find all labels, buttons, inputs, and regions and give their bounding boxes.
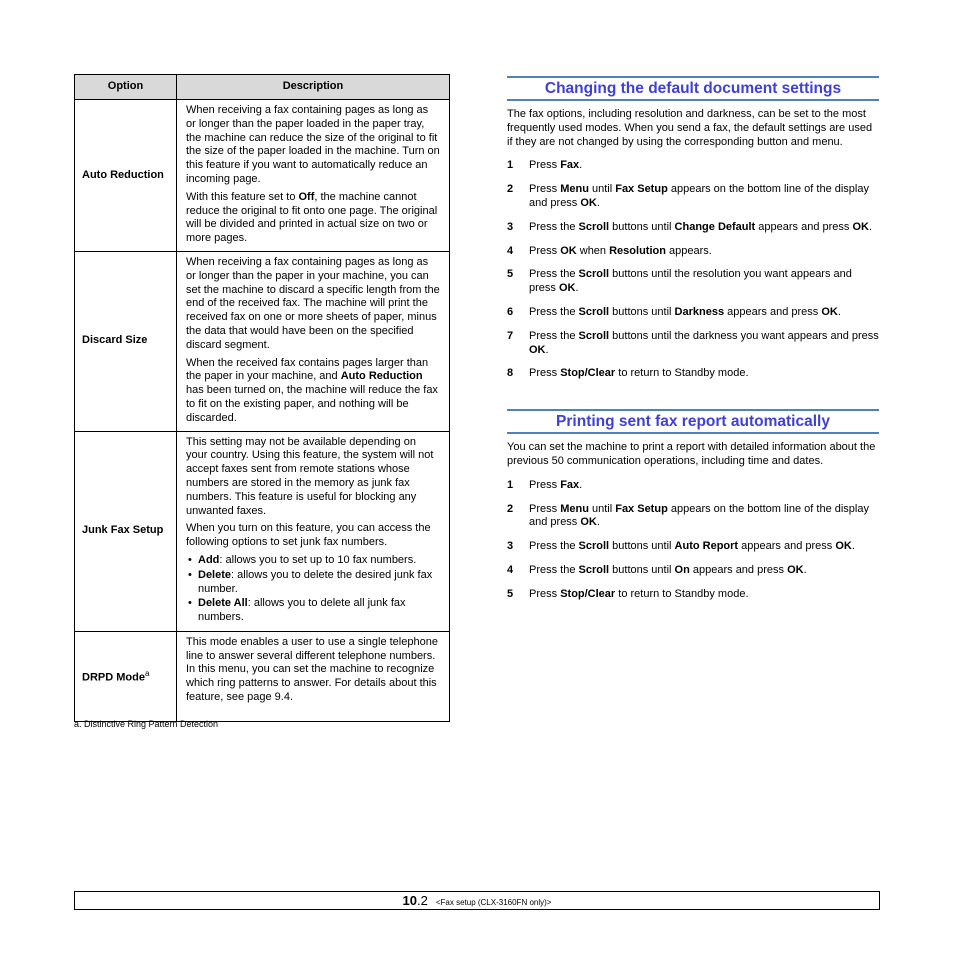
table-row-auto-reduction bbox=[75, 100, 450, 252]
option-name: Discard Size bbox=[75, 251, 177, 431]
bold-term: Delete bbox=[198, 568, 232, 581]
bold-term: Delete All bbox=[198, 597, 248, 610]
bold-term: Scroll bbox=[578, 563, 610, 576]
option-name-text: DRPD Mode bbox=[82, 671, 145, 684]
step-number: 7 bbox=[507, 329, 514, 342]
step-number: 6 bbox=[507, 305, 514, 318]
bold-term: Darkness bbox=[674, 305, 725, 318]
bold-term: Add bbox=[198, 553, 220, 566]
step-item bbox=[507, 245, 879, 259]
bold-term: Auto Report bbox=[674, 540, 739, 553]
bullet-list bbox=[186, 554, 440, 625]
step-number: 5 bbox=[507, 587, 514, 600]
step-number: 4 bbox=[507, 563, 514, 576]
step-text: Press Stop/Clear to return to Standby mode. bbox=[529, 587, 749, 600]
option-name bbox=[75, 631, 177, 721]
steps-list-default-settings bbox=[507, 159, 879, 381]
step-item bbox=[507, 503, 879, 531]
option-description bbox=[177, 631, 450, 721]
section-intro: The fax options, including resolution and darkness, can be set to the most frequently used modes. When you send a fax, the default settings are used if they are not changed by using the corresponding button and menu. bbox=[507, 108, 873, 148]
bold-term: Scroll bbox=[578, 220, 610, 233]
bold-term: OK bbox=[529, 343, 546, 356]
bold-term: Menu bbox=[560, 502, 589, 515]
bold-term: Resolution bbox=[609, 244, 666, 257]
steps-list-sent-fax-report bbox=[507, 479, 879, 602]
bold-term: Scroll bbox=[578, 329, 610, 342]
bold-term: Fax Setup bbox=[615, 502, 668, 515]
step-number: 2 bbox=[507, 183, 514, 196]
step-number: 1 bbox=[507, 159, 514, 172]
step-item bbox=[507, 367, 879, 381]
step-number: 5 bbox=[507, 268, 514, 281]
bold-term: OK bbox=[835, 540, 852, 553]
bold-term: Scroll bbox=[578, 268, 610, 281]
description-paragraph: When the received fax contains pages larger than the paper in your machine, and Auto Reduction has been turned on, the machine will reduce the fax to fit on the existing paper, and nothing will be discarded. bbox=[186, 356, 438, 424]
bold-term: Menu bbox=[560, 183, 589, 196]
section-heading-default-settings: Changing the default document settings bbox=[507, 76, 879, 101]
bold-term: OK bbox=[821, 305, 838, 318]
chapter-title: <Fax setup (CLX-3160FN only)> bbox=[435, 898, 552, 907]
table-row-drpd-mode bbox=[75, 631, 450, 721]
step-item bbox=[507, 183, 879, 211]
step-text: Press the Scroll buttons until the resolution you want appears and press OK. bbox=[529, 268, 852, 295]
step-item bbox=[507, 479, 879, 493]
option-description bbox=[177, 431, 450, 631]
step-item bbox=[507, 540, 879, 554]
step-text: Press Stop/Clear to return to Standby mode. bbox=[529, 367, 749, 380]
bold-term: Stop/Clear bbox=[560, 587, 616, 600]
step-item bbox=[507, 306, 879, 320]
bold-term: Stop/Clear bbox=[560, 367, 616, 380]
description-paragraph: This mode enables a user to use a single telephone line to answer several different telephone numbers. In this menu, you can set the machine to recognize which ring patterns to answer. For details about this feature, see page 9.4. bbox=[186, 635, 438, 704]
option-description bbox=[177, 251, 450, 431]
description-paragraph: When you turn on this feature, you can access the following options to set junk fax numbers. bbox=[186, 522, 431, 549]
description-paragraph: With this feature set to Off, the machine cannot reduce the original to fit onto one page. The original will be divided and printed in actual size on two or more pages. bbox=[186, 190, 438, 245]
step-item bbox=[507, 159, 879, 173]
step-number: 2 bbox=[507, 502, 514, 515]
table-row-discard-size bbox=[75, 251, 450, 431]
table-row-junk-fax-setup bbox=[75, 431, 450, 631]
section-intro: You can set the machine to print a report with detailed information about the previous 50 communication operations, including time and dates. bbox=[507, 441, 876, 467]
description-column-header: Description bbox=[177, 75, 450, 100]
bold-term: OK bbox=[852, 220, 869, 233]
step-item bbox=[507, 330, 879, 358]
bold-term: Change Default bbox=[674, 220, 756, 233]
right-column bbox=[507, 76, 879, 612]
bold-term: OK bbox=[560, 244, 577, 257]
page-footer bbox=[74, 891, 880, 910]
step-text: Press the Scroll buttons until Auto Report appears and press OK. bbox=[529, 540, 855, 553]
description-paragraph: When receiving a fax containing pages as long as or longer than the paper in your machine, you can set the machine to discard a specific length from the end of the received fax. The machine will print the received fax on one or more sheets of paper, minus the data that would have been on the specified discard segment. bbox=[186, 255, 440, 351]
bold-term: On bbox=[674, 563, 690, 576]
option-name: Junk Fax Setup bbox=[75, 431, 177, 631]
option-name: Auto Reduction bbox=[75, 100, 177, 252]
step-text: Press Menu until Fax Setup appears on the bottom line of the display and press OK. bbox=[529, 183, 869, 209]
bold-term: Off bbox=[298, 190, 315, 203]
bold-term: OK bbox=[558, 282, 576, 295]
option-column-header: Option bbox=[75, 75, 177, 100]
footnote-marker: a bbox=[144, 669, 150, 679]
step-text: Press OK when Resolution appears. bbox=[529, 244, 712, 257]
step-text: Press Fax. bbox=[529, 478, 583, 491]
step-item bbox=[507, 564, 879, 578]
bullet-item: • Add: allows you to set up to 10 fax numbers. bbox=[186, 554, 440, 568]
bold-term: Fax Setup bbox=[615, 183, 668, 196]
description-paragraph: This setting may not be available depending on your country. Using this feature, the system will not accept faxes sent from remote stations whose numbers are stored in the memory as junk fax numbers. This feature is useful for blocking any unwanted faxes. bbox=[186, 435, 434, 517]
bold-term: Scroll bbox=[578, 305, 610, 318]
step-number: 4 bbox=[507, 244, 514, 257]
bold-term: OK bbox=[580, 516, 597, 529]
step-item bbox=[507, 268, 879, 296]
step-text: Press the Scroll buttons until Change Default appears and press OK. bbox=[529, 220, 873, 233]
fax-options-table bbox=[74, 74, 450, 722]
step-text: Press the Scroll buttons until Darkness appears and press OK. bbox=[529, 305, 841, 318]
bold-term: Fax bbox=[560, 478, 580, 491]
step-number: 1 bbox=[507, 478, 514, 491]
step-number: 3 bbox=[507, 540, 514, 553]
bold-term: Auto Reduction bbox=[340, 370, 423, 383]
step-number: 8 bbox=[507, 367, 514, 380]
bold-term: OK bbox=[580, 196, 597, 209]
step-text: Press the Scroll buttons until On appears and press OK. bbox=[529, 563, 807, 576]
option-description bbox=[177, 100, 450, 252]
bullet-item: • Delete All: allows you to delete all junk fax numbers. bbox=[186, 597, 440, 625]
page-number-minor: .2 bbox=[417, 893, 428, 908]
page-number-major: 10 bbox=[402, 893, 417, 908]
table-footnote: a. Distinctive Ring Pattern Detection bbox=[74, 719, 219, 729]
step-item bbox=[507, 588, 879, 602]
step-item bbox=[507, 221, 879, 235]
bullet-item: • Delete: allows you to delete the desired junk fax number. bbox=[186, 569, 440, 597]
bold-term: Fax bbox=[560, 159, 580, 172]
section-heading-sent-fax-report: Printing sent fax report automatically bbox=[507, 409, 879, 434]
description-paragraph: When receiving a fax containing pages as long as or longer than the paper loaded in the paper tray, the machine can reduce the size of the original to fit the size of the paper loaded in the machine. Turn on this feature if you want to automatically reduce an incoming page. bbox=[186, 104, 440, 185]
step-text: Press Menu until Fax Setup appears on the bottom line of the display and press OK. bbox=[529, 502, 869, 529]
table-header-row bbox=[75, 75, 450, 100]
step-text: Press Fax. bbox=[529, 159, 583, 172]
step-number: 3 bbox=[507, 220, 514, 233]
step-text: Press the Scroll buttons until the darkness you want appears and press OK. bbox=[529, 329, 879, 356]
bold-term: Scroll bbox=[578, 540, 610, 553]
bold-term: OK bbox=[787, 563, 804, 576]
